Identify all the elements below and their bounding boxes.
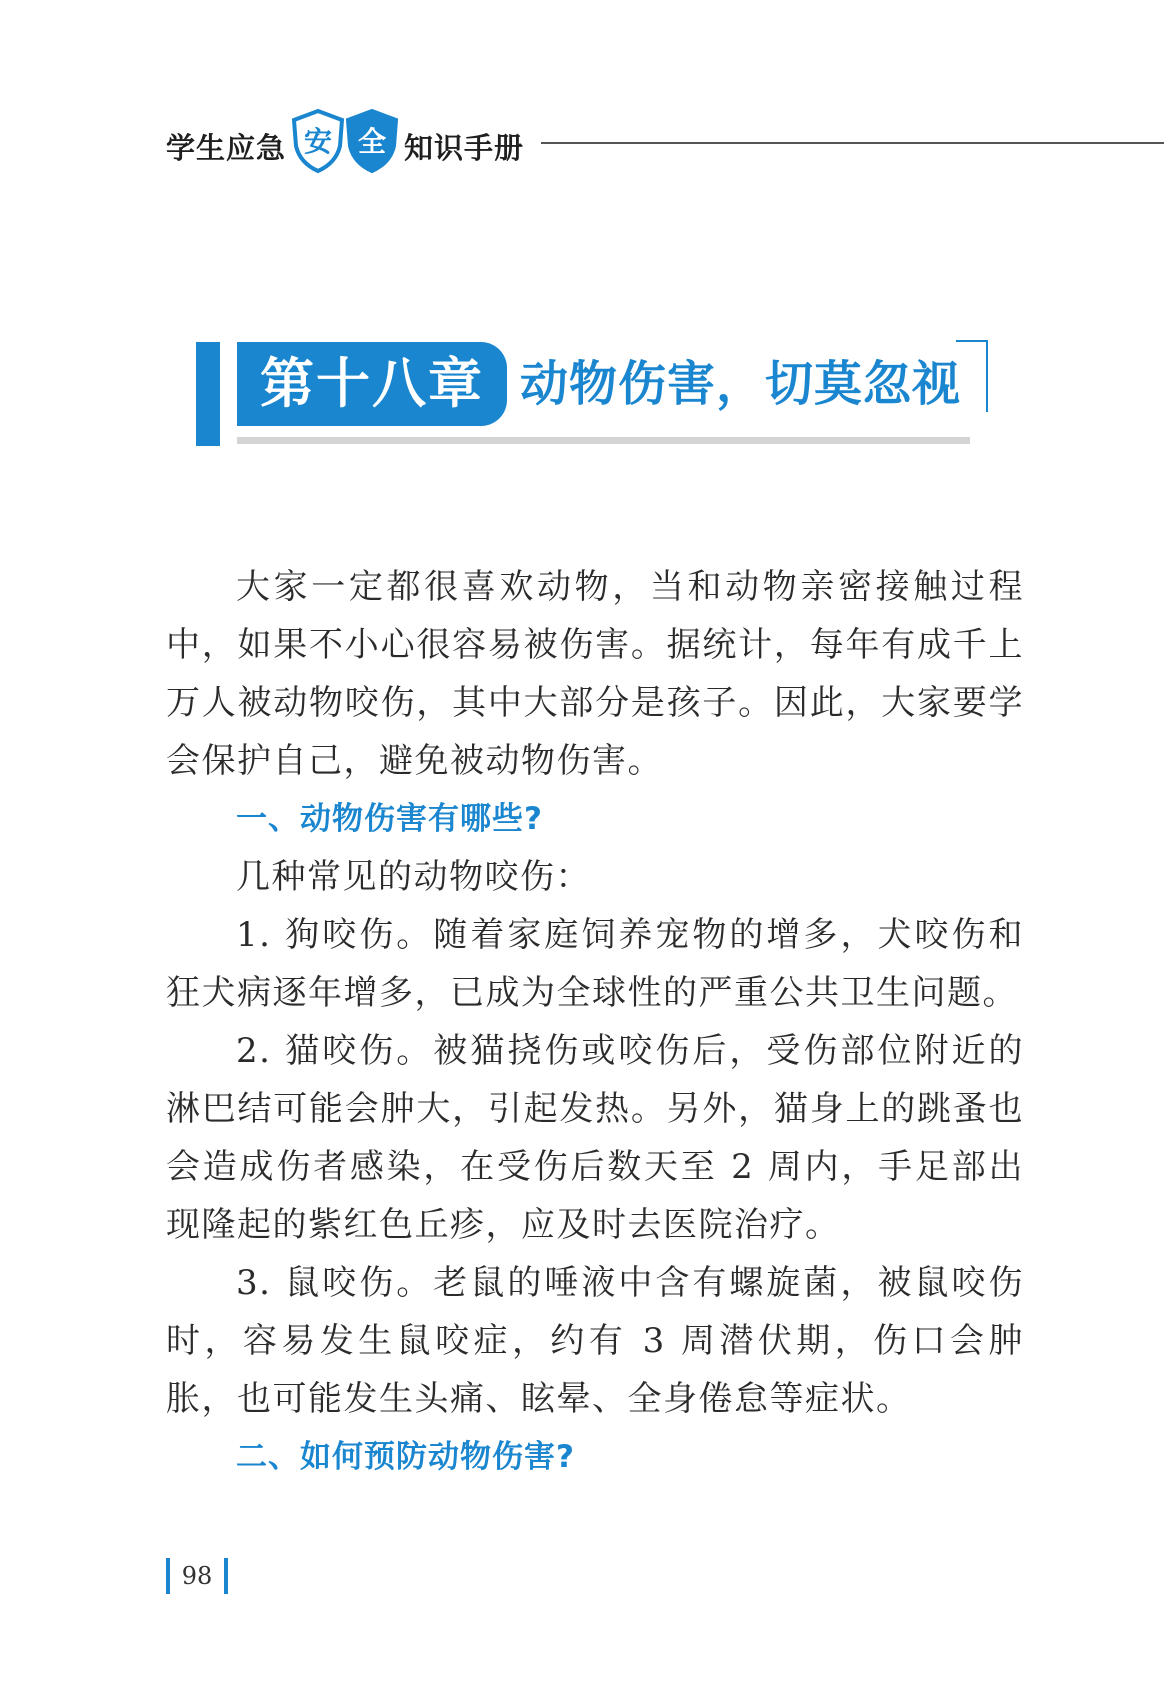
shield-char-quan: 全 xyxy=(357,125,386,158)
chapter-corner-decoration xyxy=(956,340,988,412)
section-heading: 二、如何预防动物伤害? xyxy=(236,1439,575,1475)
book-title-part1: 学生应急 xyxy=(166,131,287,165)
page-number: 98 xyxy=(181,1562,213,1590)
shield-char-an: 安 xyxy=(303,125,332,158)
book-title-part2: 知识手册 xyxy=(404,131,525,165)
section-heading: 一、动物伤害有哪些? xyxy=(236,801,543,837)
running-header xyxy=(166,108,1164,178)
shield-icon xyxy=(290,108,346,174)
list-item-dog-bite: 1. 狗咬伤。随着家庭饲养宠物的增多，犬咬伤和狂犬病逐年增多，已成为全球性的严重公共卫生问题。 xyxy=(166,915,1024,1013)
intro-paragraph: 大家一定都很喜欢动物，当和动物亲密接触过程中，如果不小心很容易被伤害。据统计，每年有成千上万人被动物咬伤，其中大部分是孩子。因此，大家要学会保护自己，避免被动物伤害。 xyxy=(166,567,1024,781)
chapter-title: 动物伤害，切莫忽视 xyxy=(520,356,962,412)
list-item-cat-bite: 2. 猫咬伤。被猫挠伤或咬伤后，受伤部位附近的淋巴结可能会肿大，引起发热。另外，猫身上的跳蚤也会造成伤者感染，在受伤后数天至 2 周内，手足部出现隆起的紫红色丘疹，应及时去医院治疗。 xyxy=(166,1031,1024,1245)
list-item-rat-bite: 3. 鼠咬伤。老鼠的唾液中含有螺旋菌，被鼠咬伤时，容易发生鼠咬症，约有 3 周潜伏期，伤口会肿胀，也可能发生头痛、眩晕、全身倦怠等症状。 xyxy=(166,1263,1024,1419)
chapter-underline xyxy=(237,437,970,444)
chapter-accent-bar xyxy=(196,342,220,446)
body-text xyxy=(166,558,1024,1486)
page-number-bar-right xyxy=(224,1558,228,1594)
header-rule xyxy=(541,142,1164,144)
shield-icon xyxy=(344,108,400,174)
section-lead: 几种常见的动物咬伤： xyxy=(236,857,591,897)
chapter-number: 第十八章 xyxy=(237,342,507,426)
